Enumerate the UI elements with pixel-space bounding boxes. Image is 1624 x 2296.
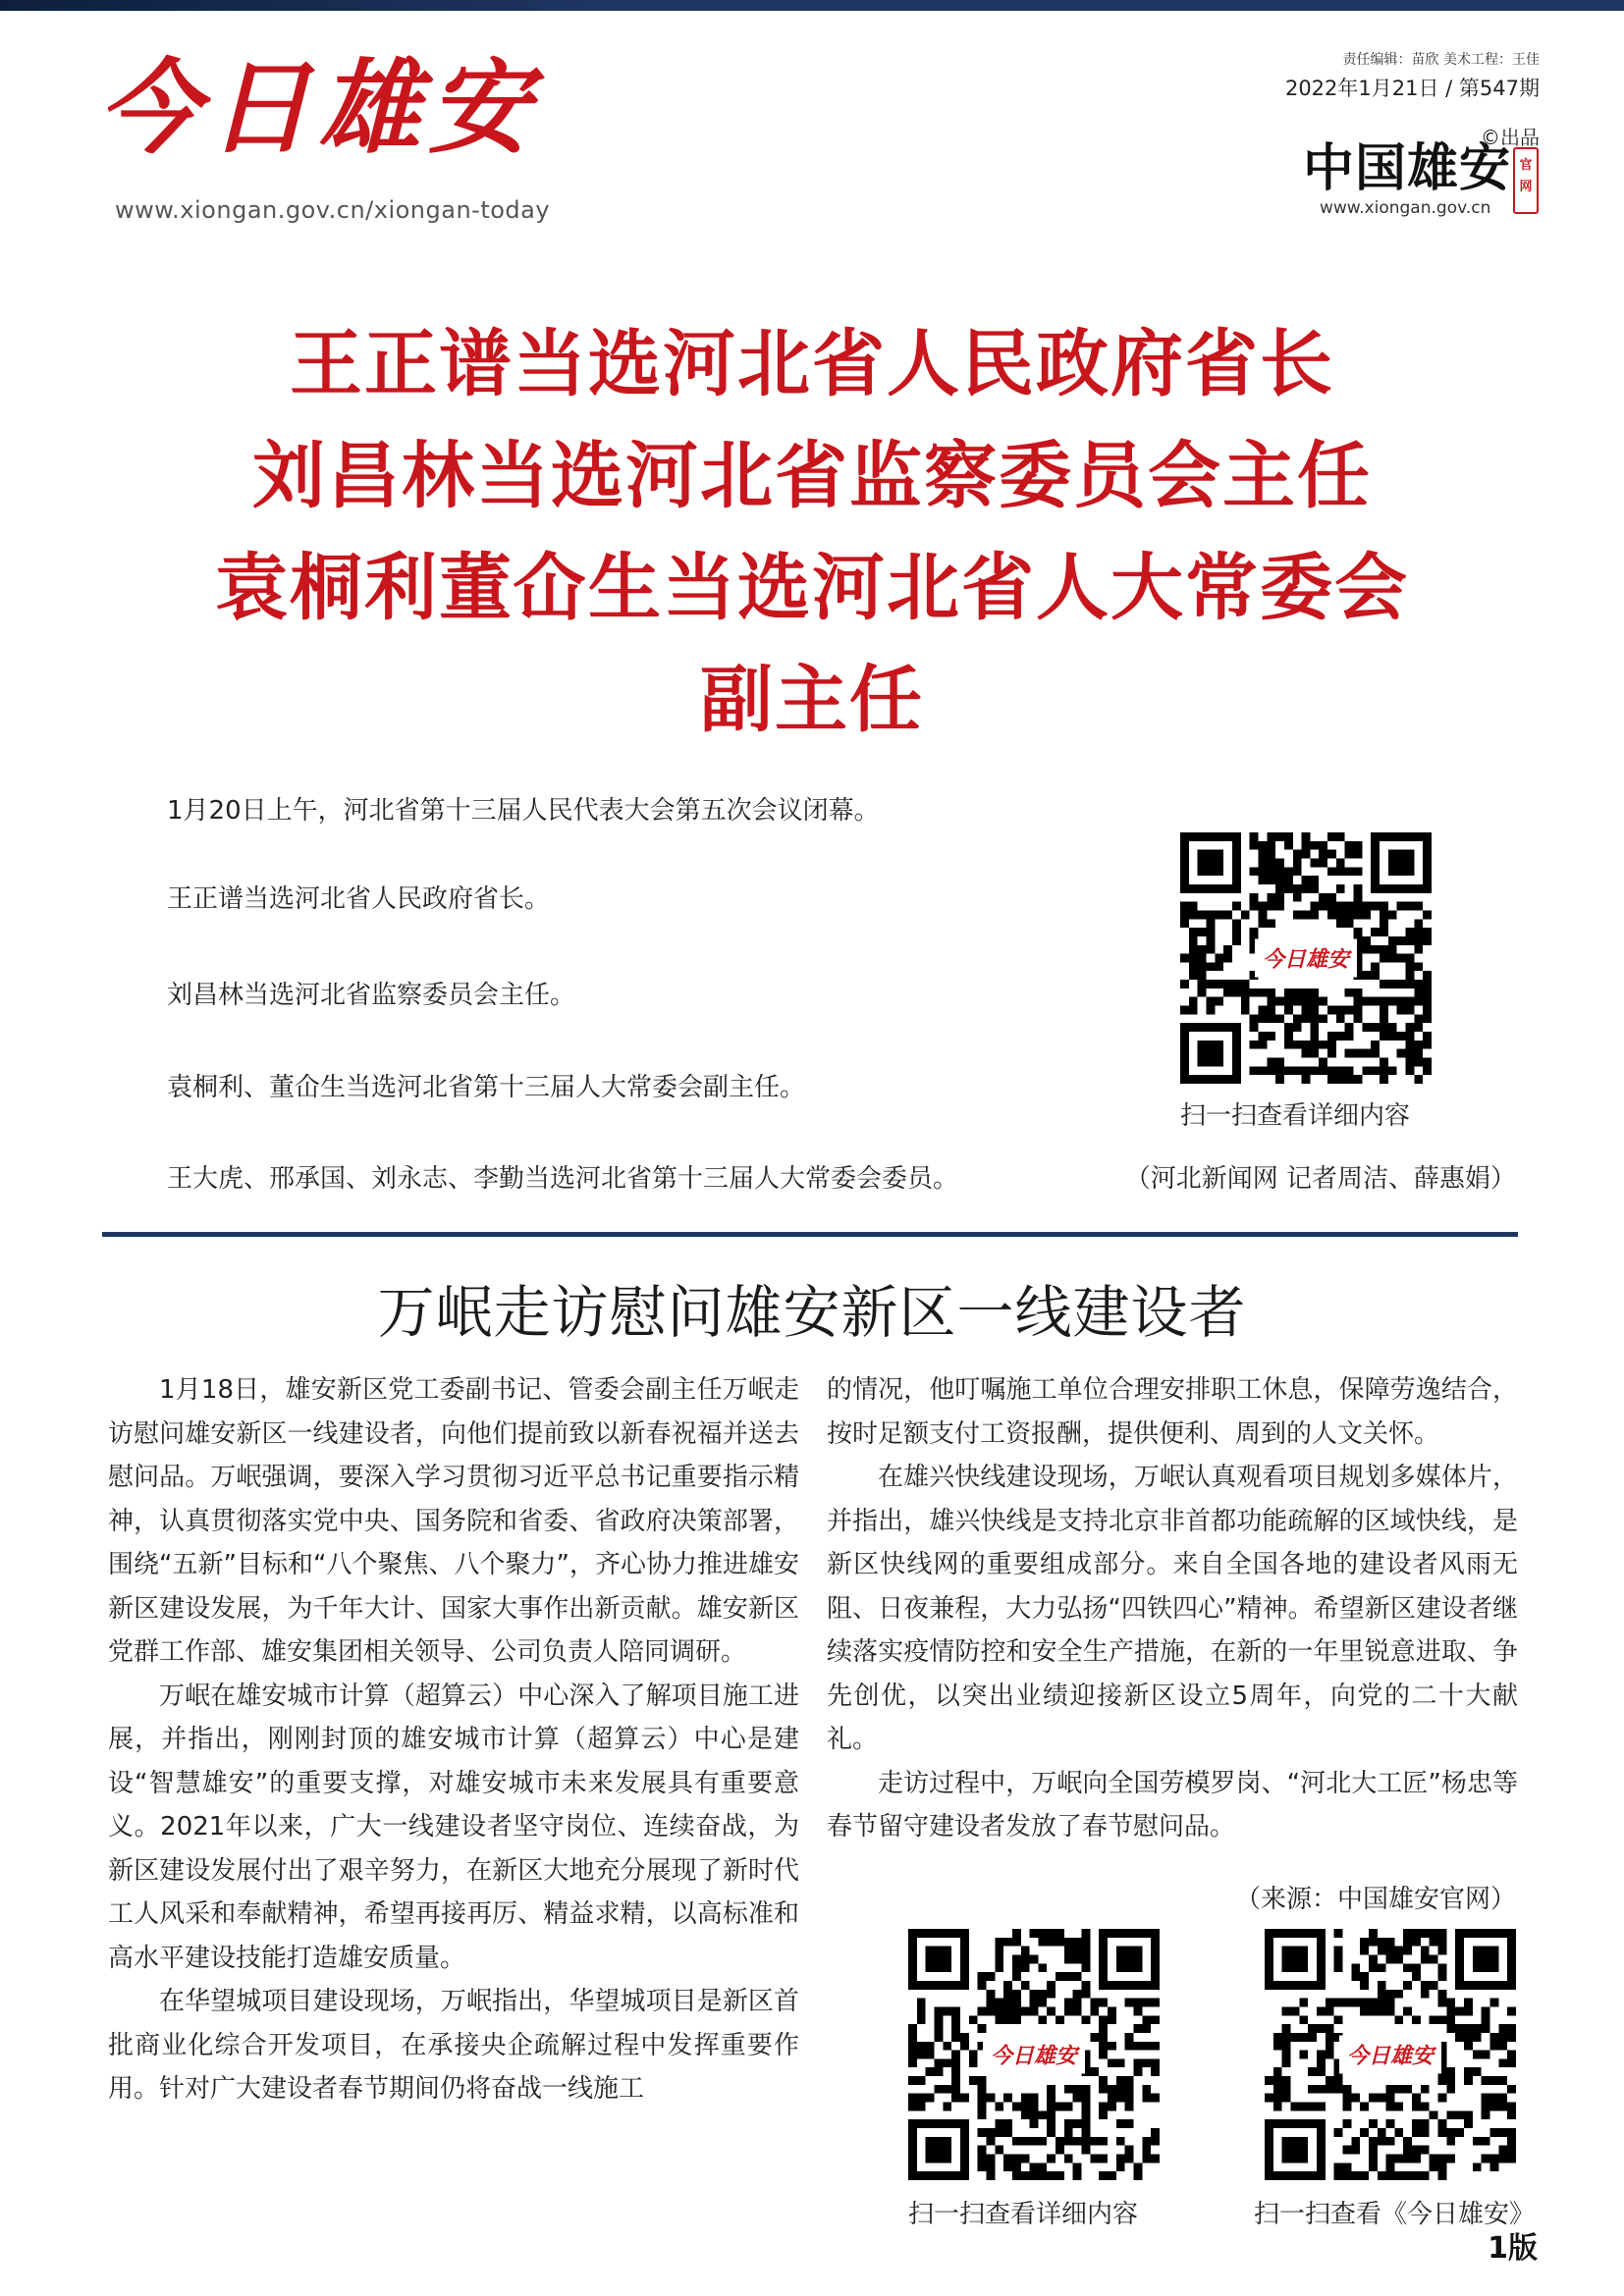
article-paragraph: 在华望城项目建设现场，万岷指出，华望城项目是新区首批商业化综合开发项目，在承接央企疏解过程中发挥重要作用。针对广大建设者春节期间仍将奋战一线施工 (108, 1987, 799, 2104)
article-column-left (108, 1368, 799, 2111)
qr-badge-logo: 今日雄安 (1339, 2036, 1441, 2074)
article-paragraph: 的情况，他叮嘱施工单位合理安排职工休息，保障劳逸结合，按时足额支付工资报酬，提供便利、周到的人文关怀。 (827, 1375, 1518, 1449)
page-number: 1版 (1488, 2231, 1538, 2266)
article-paragraph: 万岷在雄安城市计算（超算云）中心深入了解项目施工进展，并指出，刚刚封顶的雄安城市计算（超算云）中心是建设“智慧雄安”的重要支撑，对雄安城市未来发展具有重要意义。2021年以来，广大一线建设者坚守岗位、连续奋战，为新区建设发展付出了艰辛努力，在新区大地充分展现了新时代工人风采和奉献精神，希望再接再厉、精益求精，以高标准和高水平建设技能打造雄安质量。 (108, 1681, 799, 1973)
brand-logo: 中国雄安 (1303, 138, 1512, 198)
qr-code-icon[interactable] (1180, 832, 1432, 1084)
masthead-logo: 今日雄安 (98, 47, 539, 168)
lead-paragraph: 刘昌林当选河北省监察委员会主任。 (167, 981, 576, 1010)
masthead-url[interactable]: www.xiongan.gov.cn/xiongan-today (115, 196, 551, 224)
lead-paragraph: 王大虎、邢承国、刘永志、李勤当选河北省第十三届人大常委会委员。 (167, 1164, 959, 1194)
editor-credit: 责任编辑：苗欣 美术工程：王佳 (1342, 52, 1540, 68)
lead-headline-line: 副主任 (700, 658, 924, 742)
lead-headline-line: 王正谱当选河北省人民政府省长 (290, 322, 1334, 406)
copyright-mark: ©出品 (1481, 126, 1540, 149)
brand-url[interactable]: www.xiongan.gov.cn (1320, 198, 1491, 218)
article-column-right (827, 1368, 1518, 1849)
qr-badge-logo: 今日雄安 (1255, 939, 1357, 978)
second-headline: 万岷走访慰问雄安新区一线建设者 (377, 1279, 1247, 1346)
section-divider (102, 1232, 1518, 1237)
qr-badge-logo: 今日雄安 (983, 2036, 1085, 2074)
article-paragraph: 走访过程中，万岷向全国劳模罗岗、“河北大工匠”杨忠等春节留守建设者发放了春节慰问品。 (827, 1768, 1518, 1842)
brand-stamp-icon: 官网 (1513, 147, 1539, 214)
lead-paragraph: 袁桐利、董仚生当选河北省第十三届人大常委会副主任。 (167, 1073, 806, 1102)
article-paragraph: 在雄兴快线建设现场，万岷认真观看项目规划多媒体片，并指出，雄兴快线是支持北京非首都功能疏解的区域快线，是新区快线网的重要组成部分。来自全国各地的建设者风雨无阻、日夜兼程，大力弘扬“四铁四心”精神。希望新区建设者继续落实疫情防控和安全生产措施，在新的一年里锐意进取、争先创优，以突出业绩迎接新区设立5周年，向党的二十大献礼。 (827, 1463, 1518, 1754)
lead-paragraph: 1月20日上午，河北省第十三届人民代表大会第五次会议闭幕。 (167, 796, 880, 826)
lead-credit: （河北新闻网 记者周洁、薛惠娟） (1124, 1164, 1516, 1194)
qr-caption: 扫一扫查看详细内容 (908, 2200, 1139, 2229)
qr-code-icon[interactable] (1265, 1929, 1516, 2180)
lead-headline-line: 刘昌林当选河北省监察委员会主任 (252, 434, 1372, 518)
top-band-gradient (0, 0, 589, 11)
lead-headline-line: 袁桐利董仚生当选河北省人大常委会 (215, 546, 1409, 630)
qr-caption: 扫一扫查看《今日雄安》 (1254, 2200, 1536, 2229)
qr-code-icon[interactable] (908, 1929, 1160, 2180)
qr-caption: 扫一扫查看详细内容 (1180, 1101, 1411, 1131)
issue-date: 2022年1月21日 / 第547期 (1284, 77, 1540, 100)
lead-paragraph: 王正谱当选河北省人民政府省长。 (167, 884, 551, 914)
article-paragraph: 1月18日，雄安新区党工委副书记、管委会副主任万岷走访慰问雄安新区一线建设者，向他们提前致以新春祝福并送去慰问品。万岷强调，要深入学习贯彻习近平总书记重要指示精神，认真贯彻落实党中央、国务院和省委、省政府决策部署，围绕“五新”目标和“八个聚焦、八个聚力”，齐心协力推进雄安新区建设发展，为千年大计、国家大事作出新贡献。雄安新区党群工作部、雄安集团相关领导、公司负责人陪同调研。 (108, 1375, 799, 1667)
second-credit: （来源：中国雄安官网） (1234, 1885, 1516, 1914)
